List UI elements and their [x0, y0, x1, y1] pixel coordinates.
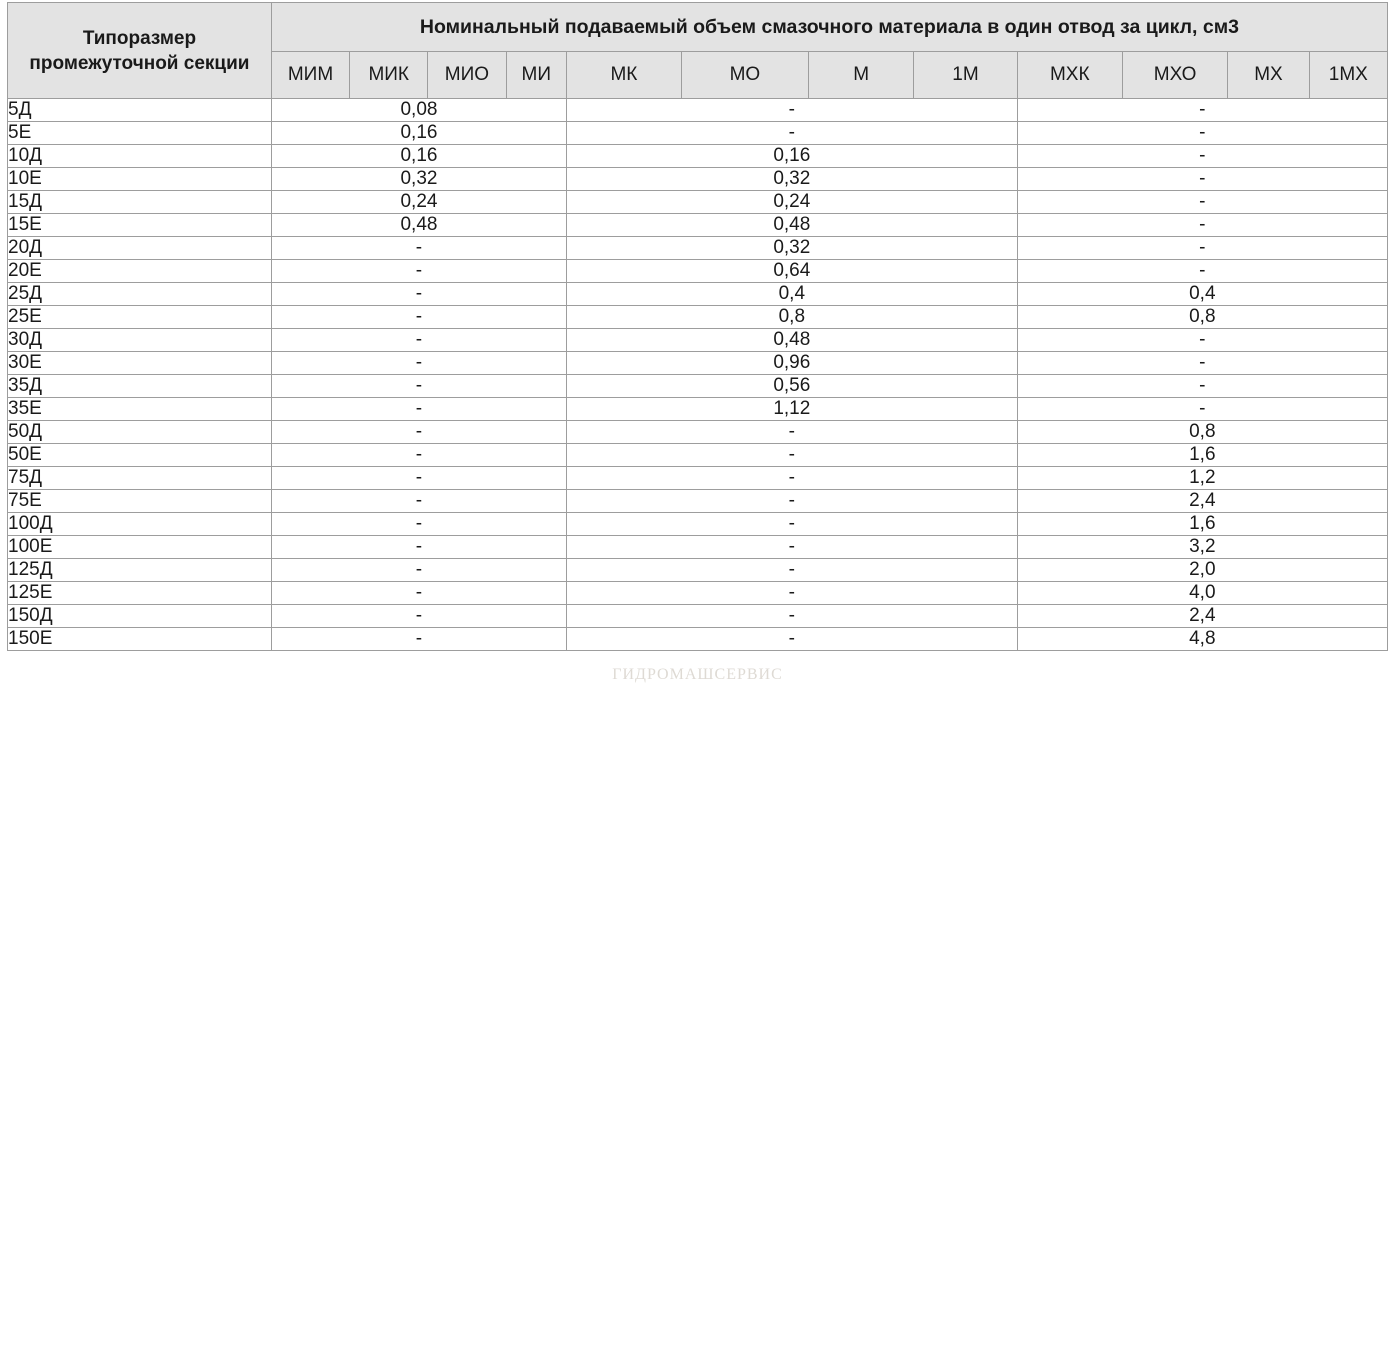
column-header-mi: МИ [506, 52, 566, 99]
corner-header-cell: Типоразмер промежуточной секции [8, 3, 272, 99]
value-m-group: 0,56 [567, 375, 1018, 398]
value-mx-group: 1,6 [1017, 444, 1387, 467]
value-m-group: 1,12 [567, 398, 1018, 421]
value-mx-group: - [1017, 329, 1387, 352]
value-mx-group: - [1017, 260, 1387, 283]
value-m-group: 0,32 [567, 168, 1018, 191]
row-size-label: 35Д [8, 375, 272, 398]
value-mx-group: 2,4 [1017, 605, 1387, 628]
row-size-label: 150Д [8, 605, 272, 628]
value-mx-group: 4,0 [1017, 582, 1387, 605]
value-mx-group: - [1017, 145, 1387, 168]
value-m-group: 0,24 [567, 191, 1018, 214]
row-size-label: 75Е [8, 490, 272, 513]
value-m-group: 0,32 [567, 237, 1018, 260]
watermark-text: ГИДРОМАШСЕРВИС [612, 666, 783, 683]
value-mi-group: 0,24 [271, 191, 566, 214]
table-row [8, 582, 1388, 605]
value-mx-group: - [1017, 191, 1387, 214]
value-mi-group: - [271, 605, 566, 628]
value-mx-group: 4,8 [1017, 628, 1387, 651]
row-size-label: 10Д [8, 145, 272, 168]
row-size-label: 5Д [8, 99, 272, 122]
value-m-group: - [567, 628, 1018, 651]
value-m-group: 0,48 [567, 329, 1018, 352]
value-mi-group: - [271, 490, 566, 513]
value-mx-group: 0,4 [1017, 283, 1387, 306]
row-size-label: 15Д [8, 191, 272, 214]
row-size-label: 25Д [8, 283, 272, 306]
column-header-mio: МИО [428, 52, 506, 99]
column-header-1m: 1М [914, 52, 1017, 99]
table-row [8, 145, 1388, 168]
value-mx-group: - [1017, 168, 1387, 191]
row-size-label: 150Е [8, 628, 272, 651]
value-mx-group: 1,2 [1017, 467, 1387, 490]
value-mi-group: 0,32 [271, 168, 566, 191]
row-size-label: 20Е [8, 260, 272, 283]
table-row [8, 329, 1388, 352]
table-row [8, 237, 1388, 260]
value-m-group: - [567, 605, 1018, 628]
value-m-group: 0,16 [567, 145, 1018, 168]
value-mx-group: 0,8 [1017, 306, 1387, 329]
column-header-mhk: МХК [1017, 52, 1122, 99]
value-m-group: 0,64 [567, 260, 1018, 283]
value-mi-group: - [271, 559, 566, 582]
value-m-group: - [567, 559, 1018, 582]
value-mx-group: - [1017, 214, 1387, 237]
value-mx-group: - [1017, 398, 1387, 421]
table-row [8, 490, 1388, 513]
column-header-mk: МК [567, 52, 682, 99]
row-size-label: 50Е [8, 444, 272, 467]
value-mi-group: - [271, 467, 566, 490]
value-mi-group: - [271, 513, 566, 536]
table-row [8, 513, 1388, 536]
value-m-group: - [567, 122, 1018, 145]
value-mx-group: - [1017, 375, 1387, 398]
column-header-mim: МИМ [271, 52, 349, 99]
value-mi-group: - [271, 398, 566, 421]
value-mx-group: 2,0 [1017, 559, 1387, 582]
column-header-m: М [809, 52, 914, 99]
row-size-label: 75Д [8, 467, 272, 490]
value-mx-group: - [1017, 352, 1387, 375]
value-mx-group: 1,6 [1017, 513, 1387, 536]
table-row [8, 559, 1388, 582]
value-m-group: - [567, 582, 1018, 605]
table-row [8, 99, 1388, 122]
value-mi-group: - [271, 237, 566, 260]
value-mi-group: - [271, 375, 566, 398]
row-size-label: 5Е [8, 122, 272, 145]
value-m-group: 0,96 [567, 352, 1018, 375]
table-body [8, 99, 1388, 651]
value-mi-group: 0,08 [271, 99, 566, 122]
value-m-group: 0,48 [567, 214, 1018, 237]
column-header-mo: МО [681, 52, 808, 99]
value-mi-group: - [271, 536, 566, 559]
table-row [8, 467, 1388, 490]
table-row [8, 444, 1388, 467]
value-mx-group: - [1017, 237, 1387, 260]
table-row [8, 122, 1388, 145]
column-header-mik: МИК [350, 52, 428, 99]
value-mi-group: - [271, 260, 566, 283]
value-m-group: - [567, 444, 1018, 467]
table-row [8, 191, 1388, 214]
column-header-mh: МХ [1228, 52, 1309, 99]
value-m-group: - [567, 421, 1018, 444]
row-size-label: 125Д [8, 559, 272, 582]
table-row [8, 536, 1388, 559]
value-mi-group: - [271, 421, 566, 444]
value-mx-group: 0,8 [1017, 421, 1387, 444]
table-row [8, 306, 1388, 329]
lubrication-volume-table [7, 2, 1388, 651]
row-size-label: 100Д [8, 513, 272, 536]
value-mi-group: 0,48 [271, 214, 566, 237]
row-size-label: 20Д [8, 237, 272, 260]
value-mi-group: - [271, 444, 566, 467]
value-m-group: 0,4 [567, 283, 1018, 306]
table-row [8, 214, 1388, 237]
row-size-label: 30Д [8, 329, 272, 352]
value-m-group: - [567, 467, 1018, 490]
table-row [8, 628, 1388, 651]
value-mi-group: - [271, 329, 566, 352]
table-header-row-top [8, 3, 1388, 52]
value-mi-group: - [271, 582, 566, 605]
value-m-group: - [567, 536, 1018, 559]
table-row [8, 168, 1388, 191]
table-row [8, 352, 1388, 375]
value-mi-group: - [271, 283, 566, 306]
row-size-label: 15Е [8, 214, 272, 237]
table-row [8, 260, 1388, 283]
value-mx-group: 3,2 [1017, 536, 1387, 559]
table-row [8, 398, 1388, 421]
group-header-cell: Номинальный подаваемый объем смазочного материала в один отвод за цикл, см3 [271, 3, 1387, 52]
value-m-group: - [567, 99, 1018, 122]
value-mi-group: 0,16 [271, 145, 566, 168]
column-header-1mh: 1МХ [1309, 52, 1387, 99]
row-size-label: 125Е [8, 582, 272, 605]
value-m-group: 0,8 [567, 306, 1018, 329]
row-size-label: 100Е [8, 536, 272, 559]
table-row [8, 605, 1388, 628]
value-mi-group: - [271, 352, 566, 375]
value-m-group: - [567, 513, 1018, 536]
table-row [8, 375, 1388, 398]
column-header-mho: МХО [1122, 52, 1227, 99]
value-mx-group: - [1017, 99, 1387, 122]
row-size-label: 25Е [8, 306, 272, 329]
value-mx-group: 2,4 [1017, 490, 1387, 513]
table-head [8, 3, 1388, 99]
table-row [8, 421, 1388, 444]
value-mi-group: 0,16 [271, 122, 566, 145]
row-size-label: 30Е [8, 352, 272, 375]
value-mi-group: - [271, 628, 566, 651]
value-mi-group: - [271, 306, 566, 329]
table-row [8, 283, 1388, 306]
document-sheet [0, 2, 1395, 1363]
value-m-group: - [567, 490, 1018, 513]
row-size-label: 50Д [8, 421, 272, 444]
value-mx-group: - [1017, 122, 1387, 145]
row-size-label: 35Е [8, 398, 272, 421]
row-size-label: 10Е [8, 168, 272, 191]
